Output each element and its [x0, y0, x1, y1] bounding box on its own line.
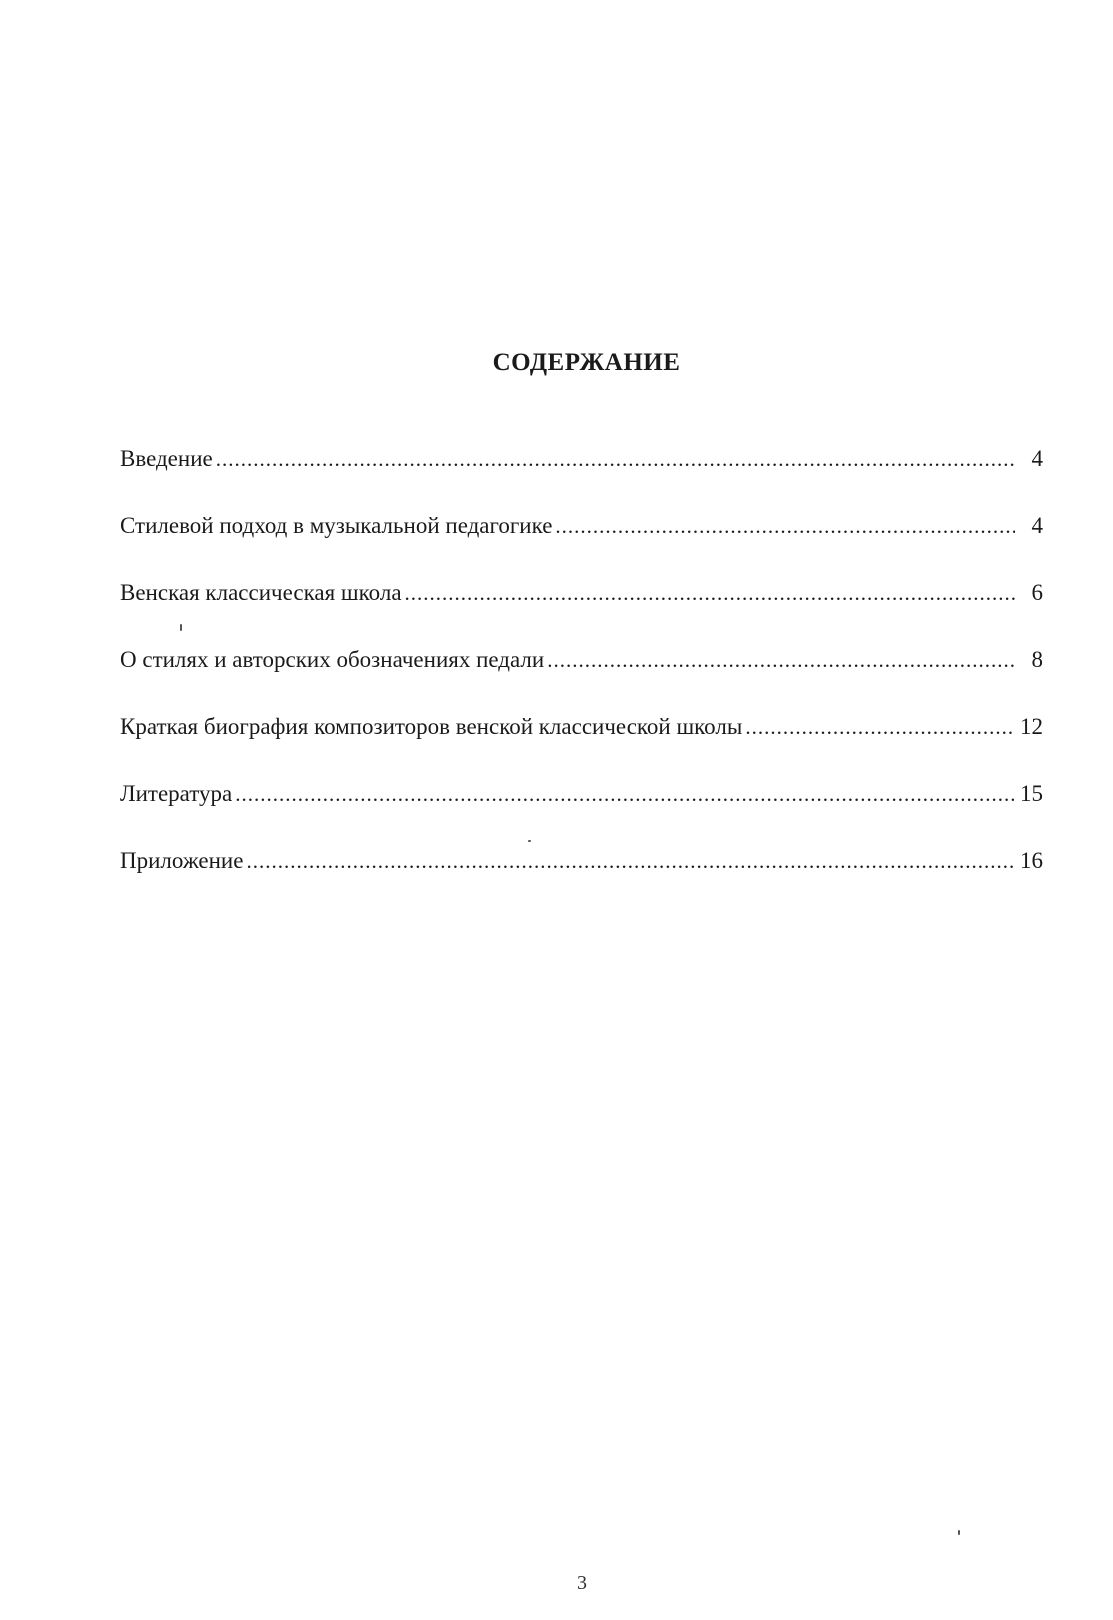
- toc-entry-page: 4: [1031, 513, 1043, 538]
- toc-entry-composer-biographies: [120, 706, 1043, 773]
- toc-entry-label: Введение: [120, 446, 213, 471]
- page-number: 3: [577, 1572, 587, 1594]
- toc-dot-leader: [405, 572, 1015, 614]
- toc-entry-vienna-school: [120, 572, 1043, 639]
- toc-entry-label: Краткая биография композиторов венской классической школы: [120, 714, 743, 739]
- toc-dot-leader: [246, 840, 1014, 882]
- scan-speck: [528, 840, 531, 842]
- toc-entry-label: Стилевой подход в музыкальной педагогике: [120, 513, 553, 538]
- toc-entry-label: Венская классическая школа: [120, 580, 402, 605]
- table-of-contents: [120, 438, 1043, 907]
- toc-entry-literature: [120, 773, 1043, 840]
- toc-dot-leader: [555, 505, 1015, 547]
- toc-entry-introduction: [120, 438, 1043, 505]
- toc-entry-appendix: [120, 840, 1043, 907]
- toc-entry-label: О стилях и авторских обозначениях педали: [120, 647, 545, 672]
- toc-dot-leader: [745, 706, 1014, 748]
- toc-entry-page: 12: [1020, 714, 1043, 739]
- toc-entry-page: 4: [1031, 446, 1043, 471]
- toc-entry-label: Приложение: [120, 848, 244, 873]
- scan-speck: [958, 1530, 960, 1535]
- toc-entry-page: 16: [1020, 848, 1043, 873]
- toc-entry-page: 8: [1031, 647, 1043, 672]
- page-title: СОДЕРЖАНИЕ: [492, 349, 681, 376]
- toc-entry-page: 15: [1020, 781, 1043, 806]
- toc-entry-page: 6: [1031, 580, 1043, 605]
- toc-dot-leader: [235, 773, 1014, 815]
- scan-speck: [180, 624, 182, 631]
- toc-dot-leader: [216, 438, 1015, 480]
- toc-entry-pedal-styles: [120, 639, 1043, 706]
- toc-entry-label: Литература: [120, 781, 233, 806]
- toc-entry-style-approach: [120, 505, 1043, 572]
- toc-dot-leader: [547, 639, 1015, 681]
